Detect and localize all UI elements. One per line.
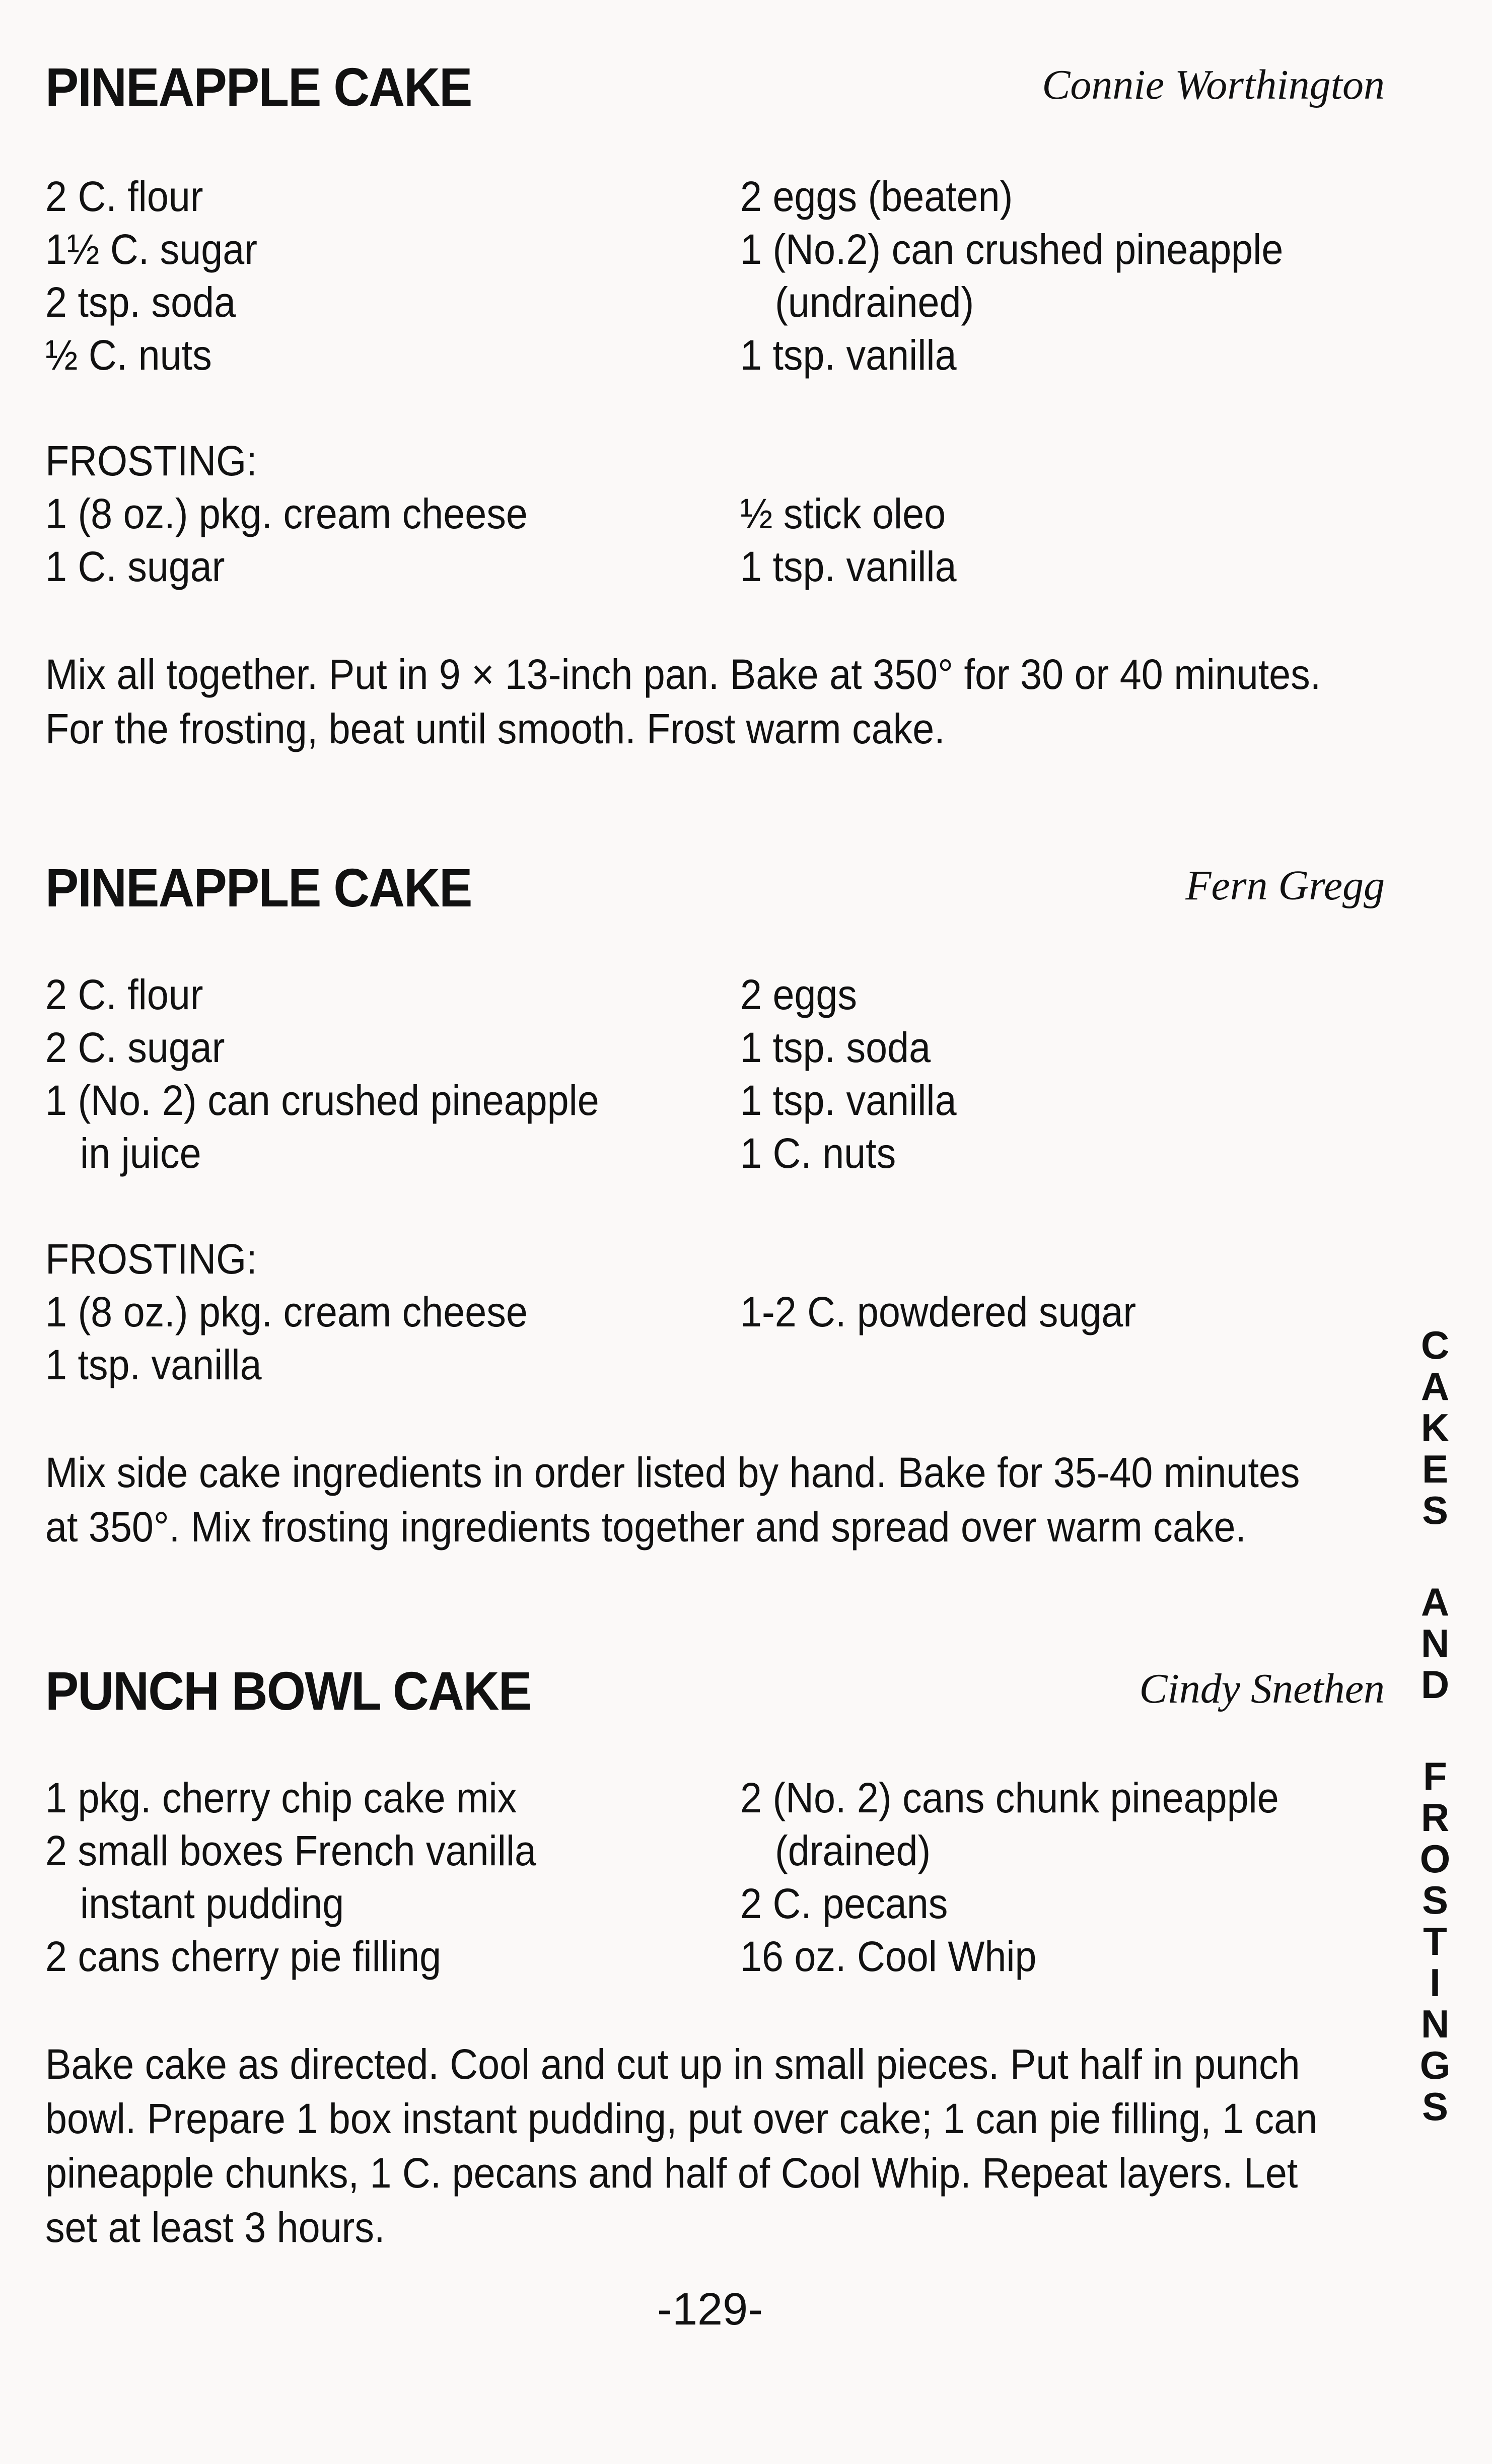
ingredient: 1 tsp. soda (740, 1024, 931, 1071)
directions-line: Mix side cake ingredients in order listed by hand. Bake for 35-40 minutes (45, 1449, 1300, 1496)
ingredient: 2 C. pecans (740, 1880, 948, 1927)
ingredient: 2 small boxes French vanilla (45, 1827, 537, 1874)
side-tab-letter: D (1420, 1662, 1450, 1707)
side-tab-letter: R (1420, 1795, 1450, 1840)
recipe-directions (45, 1445, 1380, 1554)
side-tab-word-2 (1410, 1581, 1460, 1705)
side-tab-letter: S (1422, 1878, 1449, 1922)
recipe-author: Connie Worthington (1042, 61, 1385, 108)
page-number: -129- (657, 2284, 763, 2335)
side-tab-letter: T (1423, 1919, 1447, 1963)
recipe-title: PINEAPPLE CAKE (45, 56, 472, 117)
ingredient: 2 C. sugar (45, 1024, 225, 1071)
directions-line: bowl. Prepare 1 box instant pudding, put over cake; 1 can pie filling, 1 can (45, 2095, 1318, 2142)
side-tab-letter: K (1420, 1405, 1450, 1450)
side-tab-letter: G (1419, 2043, 1451, 2087)
side-tab-letter: F (1423, 1754, 1447, 1798)
recipe-title: PUNCH BOWL CAKE (45, 1660, 531, 1721)
ingredient: 2 C. flour (45, 173, 203, 220)
directions-line: Bake cake as directed. Cool and cut up in small pieces. Put half in punch (45, 2040, 1300, 2088)
side-tab-letter: E (1422, 1447, 1449, 1491)
frosting-ingredient: 1 C. sugar (45, 543, 225, 590)
directions-line: at 350°. Mix frosting ingredients together and spread over warm cake. (45, 1503, 1246, 1551)
ingredient: 1½ C. sugar (45, 226, 257, 273)
ingredient: instant pudding (80, 1880, 344, 1927)
recipe-directions (45, 2037, 1380, 2255)
side-tab-letter: C (1420, 1323, 1450, 1367)
side-tab-letter: A (1420, 1364, 1450, 1409)
frosting-ingredient: 1 tsp. vanilla (45, 1341, 262, 1388)
recipe-directions (45, 647, 1380, 756)
directions-line: For the frosting, beat until smooth. Frost warm cake. (45, 705, 945, 752)
frosting-ingredient: ½ stick oleo (740, 490, 946, 537)
frosting-ingredient: 1 (8 oz.) pkg. cream cheese (45, 490, 528, 537)
section-side-tab (1410, 1324, 1460, 2127)
directions-line: set at least 3 hours. (45, 2204, 385, 2251)
side-tab-letter: N (1420, 1621, 1450, 1665)
ingredient: 1 C. nuts (740, 1130, 896, 1177)
ingredient: 1 pkg. cherry chip cake mix (45, 1774, 517, 1821)
side-tab-word-1 (1410, 1324, 1460, 1531)
frosting-ingredient: 1-2 C. powdered sugar (740, 1288, 1136, 1335)
ingredient: 2 eggs (beaten) (740, 173, 1013, 220)
ingredient: 2 tsp. soda (45, 278, 236, 326)
side-tab-letter: S (1422, 1488, 1449, 1532)
side-tab-letter: S (1422, 2084, 1449, 2129)
side-tab-letter: O (1419, 1837, 1451, 1881)
directions-line: Mix all together. Put in 9 × 13-inch pan. Bake at 350° for 30 or 40 minutes. (45, 651, 1321, 698)
ingredient: 1 tsp. vanilla (740, 331, 957, 379)
frosting-ingredient: 1 tsp. vanilla (740, 543, 957, 590)
ingredient: 2 eggs (740, 971, 858, 1018)
side-tab-letter: N (1420, 2002, 1450, 2046)
ingredient: (undrained) (775, 278, 974, 326)
ingredient: 2 C. flour (45, 971, 203, 1018)
frosting-label: FROSTING: (45, 437, 257, 484)
side-tab-letter: A (1420, 1580, 1450, 1624)
side-tab-word-3 (1410, 1755, 1460, 2127)
directions-line: pineapple chunks, 1 C. pecans and half of Cool Whip. Repeat layers. Let (45, 2149, 1298, 2197)
recipe-author: Fern Gregg (1185, 862, 1385, 909)
ingredient: 1 tsp. vanilla (740, 1077, 957, 1124)
ingredient: 16 oz. Cool Whip (740, 1933, 1037, 1980)
ingredient: 1 (No. 2) can crushed pineapple (45, 1077, 599, 1124)
ingredient: (drained) (775, 1827, 931, 1874)
ingredient: in juice (80, 1130, 201, 1177)
ingredient: ½ C. nuts (45, 331, 212, 379)
ingredient: 1 (No.2) can crushed pineapple (740, 226, 1284, 273)
frosting-ingredient: 1 (8 oz.) pkg. cream cheese (45, 1288, 528, 1335)
frosting-label: FROSTING: (45, 1235, 257, 1283)
recipe-title: PINEAPPLE CAKE (45, 857, 472, 918)
recipe-author: Cindy Snethen (1139, 1665, 1385, 1712)
ingredient: 2 cans cherry pie filling (45, 1933, 442, 1980)
side-tab-letter: I (1430, 1960, 1441, 2005)
ingredient: 2 (No. 2) cans chunk pineapple (740, 1774, 1279, 1821)
